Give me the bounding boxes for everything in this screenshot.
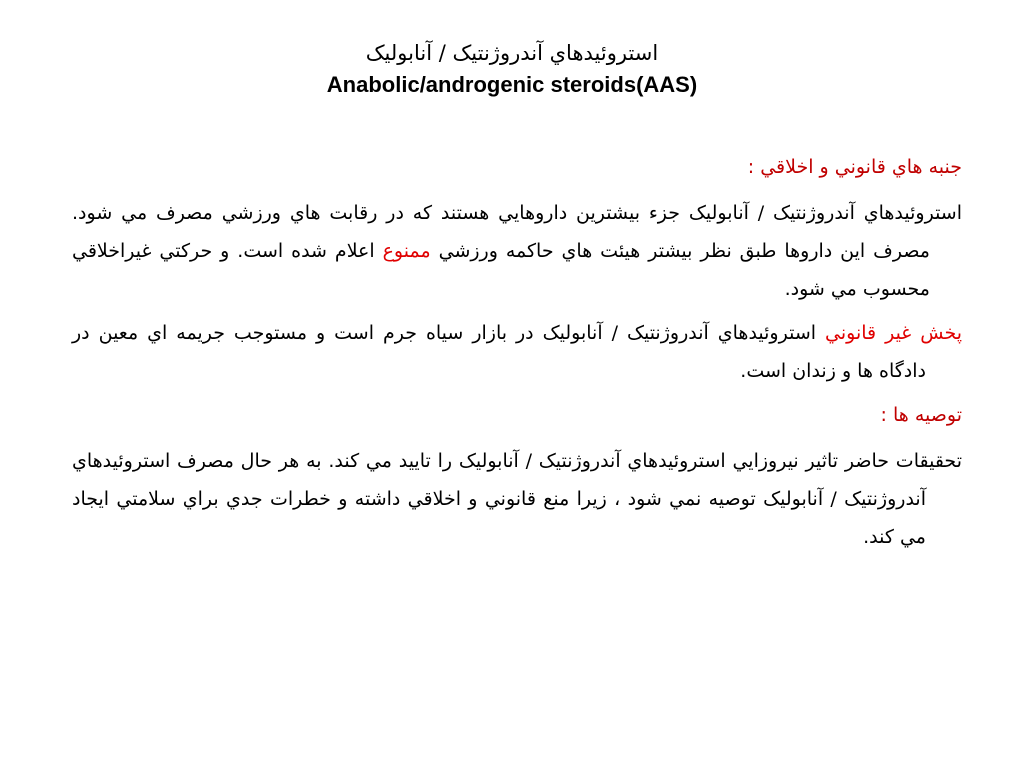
slide-content	[72, 148, 962, 562]
recommendations-paragraph: تحقيقات حاضر تاثير نيروزايي استروئيدهاي آندروژنتيک / آنابوليک را تاييد مي کند. به هر حال مصرف استروئيدهاي آندروژنتيک / آنابوليک توصيه نمي شود ، زيرا منع قانوني و اخلاقي داشته و خطرات جدي براي سلامتي ايجاد مي کند.	[72, 450, 962, 548]
steroids-usage-paragraph	[72, 194, 962, 308]
paragraph-text: استروئيدهاي آندروژنتيک / آنابوليک جزء بيشترين داروهايي هستند که در رقابت هاي ورزشي مصرف مي شود. مصرف اين داروها طبق نظر بيشتر هيئت هاي حاکمه ورزشي	[72, 202, 962, 262]
illegal-distribution-highlight: پخش غير قانوني	[825, 322, 962, 344]
paragraph-text: اعلام شده است. و حرکتي غيراخلاقي محسوب مي شود.	[72, 240, 930, 300]
persian-title: استروئيدهاي آندروژنتيک / آنابوليک	[365, 41, 659, 65]
recommendations-heading: توصيه ها :	[880, 404, 962, 426]
banned-highlight: ممنوع	[382, 240, 431, 262]
legal-ethical-heading: جنبه هاي قانوني و اخلاقي :	[747, 156, 962, 178]
title-block	[0, 38, 1024, 100]
english-title: Anabolic/androgenic steroids(AAS)	[326, 72, 698, 97]
paragraph-text: استروئيدهاي آندروژنتيک / آنابوليک در بازار سياه جرم است و مستوجب جريمه اي معين در دادگاه ها و زندان است.	[72, 322, 926, 382]
illegal-distribution-paragraph	[72, 314, 962, 390]
